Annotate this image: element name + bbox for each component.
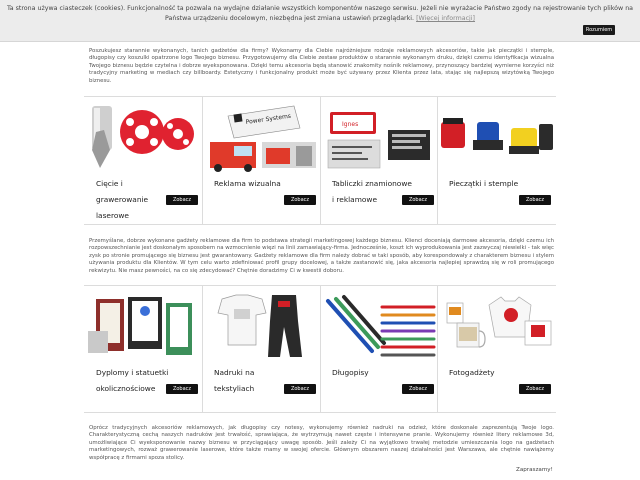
product-laser-cutting[interactable] <box>86 96 202 220</box>
product-image[interactable] <box>439 291 555 361</box>
outro-paragraph: Oprócz tradycyjnych akcesoriów reklamowych, jak długopisy czy notesy, wykonujemy również nadruki na odzież, które doskonale zaprezentują Twoje logo. Charakterystyczną cechą naszych nadruków jest trwałość, sprawiająca, że wytrzymują nawet częste i intensywne pranie. Wykonujemy również litery reklamowe 3d, umożliwiające Ci wyeksponowanie nazwy biznesu w przyciągający uwagę sposób. Jeśli zależy Ci na wyjątkowo trwałej metodzie umieszczania logo na gadżetach marketingowych, rozważ grawerowanie laserowe, które także mamy w swojej ofercie. Głównym obszarem naszej działalności jest Warszawa, ale chętnie nawiążemy współpracę z firmami spoza stolicy. <box>89 425 554 461</box>
cookie-more-info-link[interactable]: [Więcej informacji] <box>416 15 476 22</box>
middle-paragraph: Przemyślane, dobrze wykonane gadżety reklamowe dla firm to podstawa strategii marketingowej każdego biznesu. Klienci doceniają darmowe akcesoria, dzięki czemu ich rozpowszechnianie jest doskonałym sposobem na wzmocnienie więzi na linii zamawiający-firma. Jednocześnie, koszt ich wyprodukowania jest zazwyczaj niewielki - tak więc zysk po stronie promującego się biznesu jest gwarantowany. Gadżety reklamowe dla firm należy dobrać w taki sposób, aby korespondowały z charakterem biznesu i stylem używania produktu dla Klientów. W tym celu warto zdefiniować profil grupy docelowej, a także zastanowić się, jaka akcesoria najlepiej sprawdzą się w roli promującego rekwizytu. Nie masz pewności, na co się zdecydować? Chętnie doradzimy Ci w kwestii doboru. <box>89 238 554 274</box>
view-button[interactable]: Zobacz <box>166 195 198 205</box>
view-button[interactable]: Zobacz <box>284 384 316 394</box>
view-button[interactable]: Zobacz <box>166 384 198 394</box>
product-photo-gadgets[interactable] <box>439 285 555 400</box>
product-stamps[interactable] <box>439 96 555 211</box>
product-image[interactable] <box>204 102 320 172</box>
product-visual-advertising[interactable] <box>204 96 320 211</box>
cookie-message: Ta strona używa ciasteczek (cookies). Funkcjonalność ta pozwala na wydajne działanie wszystkich komponentów naszego serwisu. Jeżeli nie wyrażacie Państwo zgody na rejestrowanie tych <box>6 5 602 12</box>
product-diplomas[interactable] <box>86 285 202 400</box>
product-pens[interactable] <box>322 285 438 400</box>
product-title[interactable]: Tabliczki znamionowe i reklamowe <box>332 179 412 204</box>
product-image[interactable] <box>204 291 320 361</box>
product-image[interactable] <box>322 291 438 361</box>
view-button[interactable]: Zobacz <box>519 384 551 394</box>
cookie-text <box>4 4 636 24</box>
grid-divider <box>202 97 203 224</box>
welcome-text: Zapraszamy! <box>516 467 553 473</box>
grid-divider <box>320 286 321 412</box>
view-button[interactable]: Zobacz <box>284 195 316 205</box>
product-image[interactable] <box>439 102 555 172</box>
product-title[interactable]: Fotogadżety <box>449 368 495 377</box>
cookie-message-2: plików na Państwa urządzeniu docelowym, niezbędna jest zmiana ustawień przeglądarki. <box>164 5 634 22</box>
grid-divider <box>84 412 556 413</box>
view-button[interactable]: Zobacz <box>402 384 434 394</box>
product-textile-printing[interactable] <box>204 285 320 400</box>
product-title[interactable]: Nadruki na tekstyliach <box>214 368 255 393</box>
sign-label: Power Systems <box>245 112 292 126</box>
product-title[interactable]: Dyplomy i statuetki okolicznościowe <box>96 368 169 393</box>
plate-label: Ignes <box>342 121 359 128</box>
view-button[interactable]: Zobacz <box>402 195 434 205</box>
grid-divider <box>84 224 556 225</box>
product-title[interactable]: Długopisy <box>332 368 369 377</box>
grid-divider <box>202 286 203 412</box>
product-image[interactable] <box>86 102 202 172</box>
product-image[interactable] <box>86 291 202 361</box>
product-image[interactable] <box>322 102 438 172</box>
intro-paragraph: Poszukujesz starannie wykonanych, tanich gadżetów dla firmy? Wykonamy dla Ciebie najróżniejsze rodzaje reklamowych akcesoriów, takie jak pieczątki i stemple, długopisy czy koszulki opatrzone logo Twojego biznesu. Przygotowujemy dla Ciebie zestaw produktów o starannie wykonanym druku, dzięki czemu identyfikacja wizualna Twojego biznesu będzie czytelna i dobrze wyeksponowana. Dzięki temu akcesoria będą stanowić znakomity nośnik reklamowy, przynoszący bardziej wymierne korzyści niż tradycyjny marketing w mediach czy billboardy. Estetyczny i funkcjonalny produkt może być używany przez Klienta przez lata, stając się najlepszą wizytówką Twojego biznesu. <box>89 48 554 84</box>
cookie-bar <box>0 0 640 42</box>
cookie-accept-button[interactable]: Rozumiem <box>583 25 615 35</box>
product-title[interactable]: Pieczątki i stemple <box>449 179 519 188</box>
product-nameplates[interactable] <box>322 96 438 211</box>
product-title[interactable]: Reklama wizualna <box>214 179 281 188</box>
product-title[interactable]: Cięcie i grawerowanie laserowe <box>96 179 149 220</box>
view-button[interactable]: Zobacz <box>519 195 551 205</box>
grid-divider <box>320 97 321 224</box>
